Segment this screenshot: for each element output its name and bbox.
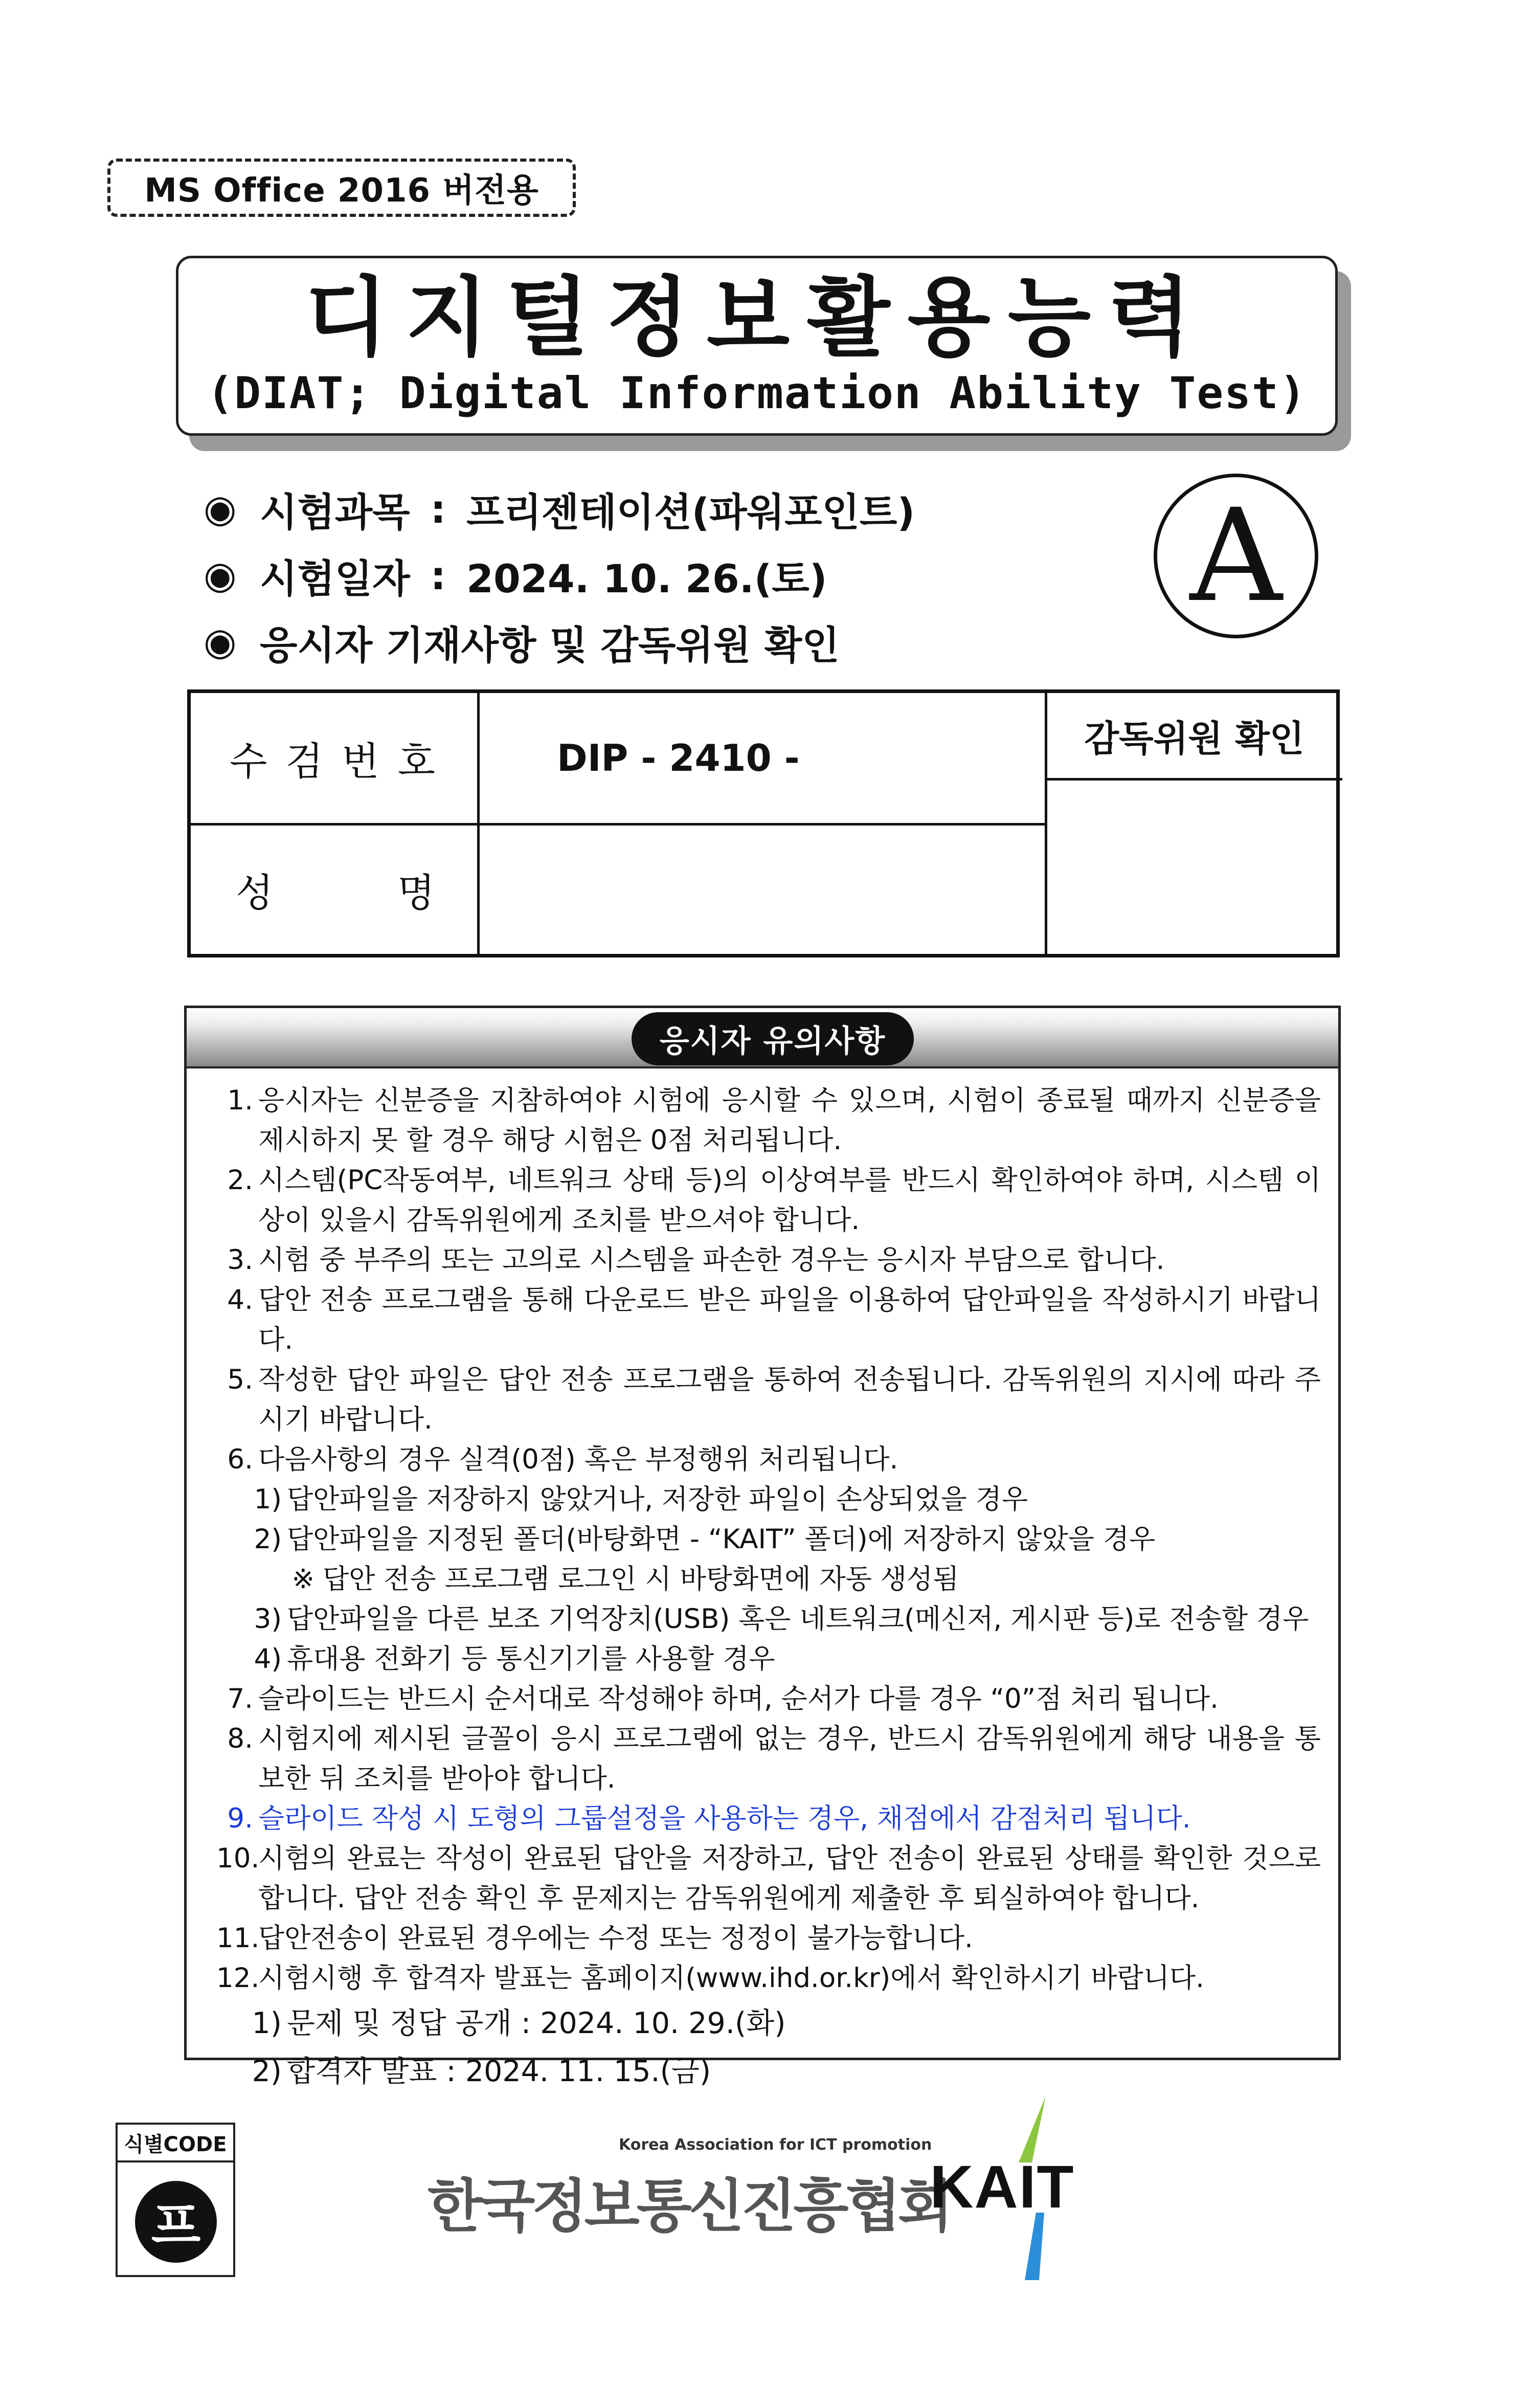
exam-info-value: 2024. 10. 26.(토) bbox=[466, 555, 827, 601]
item-number: 1. bbox=[227, 1085, 253, 1116]
item-number: 5. bbox=[227, 1364, 253, 1395]
item-number: 1) bbox=[254, 1484, 282, 1515]
name-field[interactable] bbox=[480, 825, 1045, 954]
item-number: 8. bbox=[227, 1723, 253, 1754]
item-text: 슬라이드는 반드시 순서대로 작성해야 하며, 순서가 다를 경우 “0”점 처리 됩니다. bbox=[258, 1683, 1219, 1714]
item-text: 시스템(PC작동여부, 네트워크 상태 등)의 이상여부를 반드시 확인하여야 하며, 시스템 이상이 있을시 감독위원에게 조치를 받으셔야 합니다. bbox=[258, 1165, 1321, 1236]
logo-green-mark bbox=[1019, 2096, 1046, 2162]
item-text: 답안파일을 저장하지 않았거나, 저장한 파일이 손상되었을 경우 bbox=[287, 1484, 1028, 1515]
item-number: 10. bbox=[216, 1843, 260, 1874]
exam-info-subject bbox=[204, 476, 915, 542]
item-text: 시험 중 부주의 또는 고의로 시스템을 파손한 경우는 응시자 부담으로 합니다. bbox=[258, 1244, 1165, 1276]
item-number: 1) bbox=[252, 2006, 282, 2040]
item-number: 9. bbox=[227, 1803, 253, 1834]
org-name-en: Korea Association for ICT promotion bbox=[619, 2136, 932, 2154]
exam-info-list bbox=[204, 476, 915, 675]
item-text: 시험의 완료는 작성이 완료된 답안을 저장하고, 답안 전송이 완료된 상태를 확인한 것으로 합니다. 답안 전송 확인 후 문제지는 감독위원에게 제출한 후 퇴실하여야 합니다. bbox=[258, 1843, 1321, 1914]
list-item bbox=[216, 1559, 1321, 1599]
item-text: 슬라이드 작성 시 도형의 그룹설정을 사용하는 경우, 채점에서 감점처리 됩니다. bbox=[258, 1803, 1191, 1834]
item-text: 합격자 발표 : 2024. 11. 15.(금) bbox=[287, 2055, 711, 2088]
code-label: 식별CODE bbox=[118, 2125, 233, 2162]
notice-header bbox=[187, 1008, 1338, 1068]
item-text: 답안파일을 다른 보조 기억장치(USB) 혹은 네트워크(메신저, 게시판 등)로 전송할 경우 bbox=[287, 1603, 1309, 1635]
item-number: 12. bbox=[216, 1963, 260, 1994]
exam-info-date bbox=[204, 542, 915, 609]
list-item bbox=[216, 1520, 1321, 1559]
title-main: 디지털정보활용능력 bbox=[305, 267, 1209, 368]
exam-info-confirm bbox=[204, 609, 915, 675]
list-item bbox=[216, 2052, 1321, 2091]
item-text: 답안 전송 프로그램 로그인 시 바탕화면에 자동 생성됨 bbox=[323, 1564, 959, 1595]
list-item bbox=[216, 1599, 1321, 1639]
item-number: 11. bbox=[216, 1923, 260, 1954]
exam-info-value: 프리젠테이션(파워포인트) bbox=[466, 489, 915, 535]
org-name-ko: 한국정보통신진흥협회 bbox=[428, 2173, 950, 2240]
item-number: ※ bbox=[291, 1564, 314, 1595]
item-text: 문제 및 정답 공개 : 2024. 10. 29.(화) bbox=[287, 2006, 786, 2040]
exam-type-badge: A bbox=[1154, 474, 1318, 638]
list-item bbox=[216, 1440, 1321, 1480]
notice-box bbox=[184, 1006, 1341, 2088]
item-text: 답안 전송 프로그램을 통해 다운로드 받은 파일을 이용하여 답안파일을 작성하시기 바랍니다. bbox=[258, 1284, 1321, 1355]
code-char: 프 bbox=[135, 2181, 217, 2263]
item-text: 휴대용 전화기 등 통신기기를 사용할 경우 bbox=[287, 1643, 775, 1675]
item-number: 4. bbox=[227, 1284, 253, 1316]
list-item bbox=[216, 1240, 1321, 1280]
item-text: 시험지에 제시된 글꼴이 응시 프로그램에 없는 경우, 반드시 감독위원에게 해당 내용을 통보한 뒤 조치를 받아야 합니다. bbox=[258, 1723, 1321, 1794]
logo-blue-mark bbox=[1025, 2213, 1044, 2280]
list-item bbox=[216, 1679, 1321, 1719]
notice-list bbox=[216, 1081, 1321, 2091]
identification-code bbox=[116, 2123, 235, 2277]
item-text: 시험시행 후 합격자 발표는 홈페이지(www.ihd.or.kr)에서 확인하시기 바랍니다. bbox=[258, 1963, 1204, 1994]
title-box bbox=[176, 256, 1338, 436]
list-item bbox=[216, 1639, 1321, 1679]
item-number: 4) bbox=[254, 1643, 282, 1675]
title-sub: (DIAT; Digital Information Ability Test) bbox=[207, 368, 1307, 419]
item-text: 답안전송이 완료된 경우에는 수정 또는 정정이 불가능합니다. bbox=[258, 1923, 973, 1954]
supervisor-sign-field[interactable] bbox=[1047, 781, 1341, 954]
bullet-icon: ◉ bbox=[204, 620, 237, 664]
exam-number-value: DIP - 2410 - bbox=[557, 737, 800, 779]
item-number: 3) bbox=[254, 1603, 282, 1635]
list-item bbox=[216, 1081, 1321, 1161]
exam-number-label: 수 검 번 호 bbox=[229, 738, 439, 784]
list-item bbox=[216, 1360, 1321, 1440]
name-label-last: 명 bbox=[397, 869, 435, 916]
list-item bbox=[216, 2003, 1321, 2043]
list-item bbox=[216, 1280, 1321, 1360]
item-number: 2) bbox=[252, 2055, 282, 2088]
exam-info-label: 응시자 기재사항 및 감독위원 확인 bbox=[260, 622, 840, 668]
bullet-icon: ◉ bbox=[204, 487, 237, 531]
list-item-highlight bbox=[216, 1799, 1321, 1839]
bullet-icon: ◉ bbox=[204, 553, 237, 597]
exam-info-colon: : bbox=[430, 486, 446, 532]
list-item bbox=[216, 1958, 1321, 1998]
item-number: 2. bbox=[227, 1165, 253, 1196]
supervisor-label: 감독위원 확인 bbox=[1084, 717, 1304, 760]
item-number: 2) bbox=[254, 1524, 282, 1555]
item-number: 6. bbox=[227, 1444, 253, 1475]
list-item bbox=[216, 1161, 1321, 1240]
logo-text: KAIT bbox=[930, 2153, 1075, 2221]
exam-info-label: 시험과목 bbox=[260, 489, 410, 535]
name-label-first: 성 bbox=[236, 869, 274, 916]
exam-info-label: 시험일자 bbox=[260, 555, 410, 601]
list-item bbox=[216, 1919, 1321, 1958]
item-number: 7. bbox=[227, 1683, 253, 1714]
list-item bbox=[216, 1719, 1321, 1799]
exam-info-colon: : bbox=[430, 552, 446, 598]
list-item bbox=[216, 1839, 1321, 1919]
kait-logo bbox=[905, 2096, 1099, 2280]
item-number: 3. bbox=[227, 1244, 253, 1276]
applicant-table bbox=[187, 689, 1340, 957]
version-label: MS Office 2016 버전용 bbox=[107, 159, 576, 217]
item-text: 작성한 답안 파일은 답안 전송 프로그램을 통하여 전송됩니다. 감독위원의 지시에 따라 주시기 바랍니다. bbox=[258, 1364, 1321, 1435]
list-item bbox=[216, 1480, 1321, 1520]
notice-title: 응시자 유의사항 bbox=[632, 1012, 914, 1065]
item-text: 답안파일을 지정된 폴더(바탕화면 - “KAIT” 폴더)에 저장하지 않았을 경우 bbox=[287, 1524, 1156, 1555]
item-text: 다음사항의 경우 실격(0점) 혹은 부정행위 처리됩니다. bbox=[258, 1444, 898, 1475]
item-text: 응시자는 신분증을 지참하여야 시험에 응시할 수 있으며, 시험이 종료될 때까지 신분증을 제시하지 못 할 경우 해당 시험은 0점 처리됩니다. bbox=[258, 1085, 1321, 1156]
